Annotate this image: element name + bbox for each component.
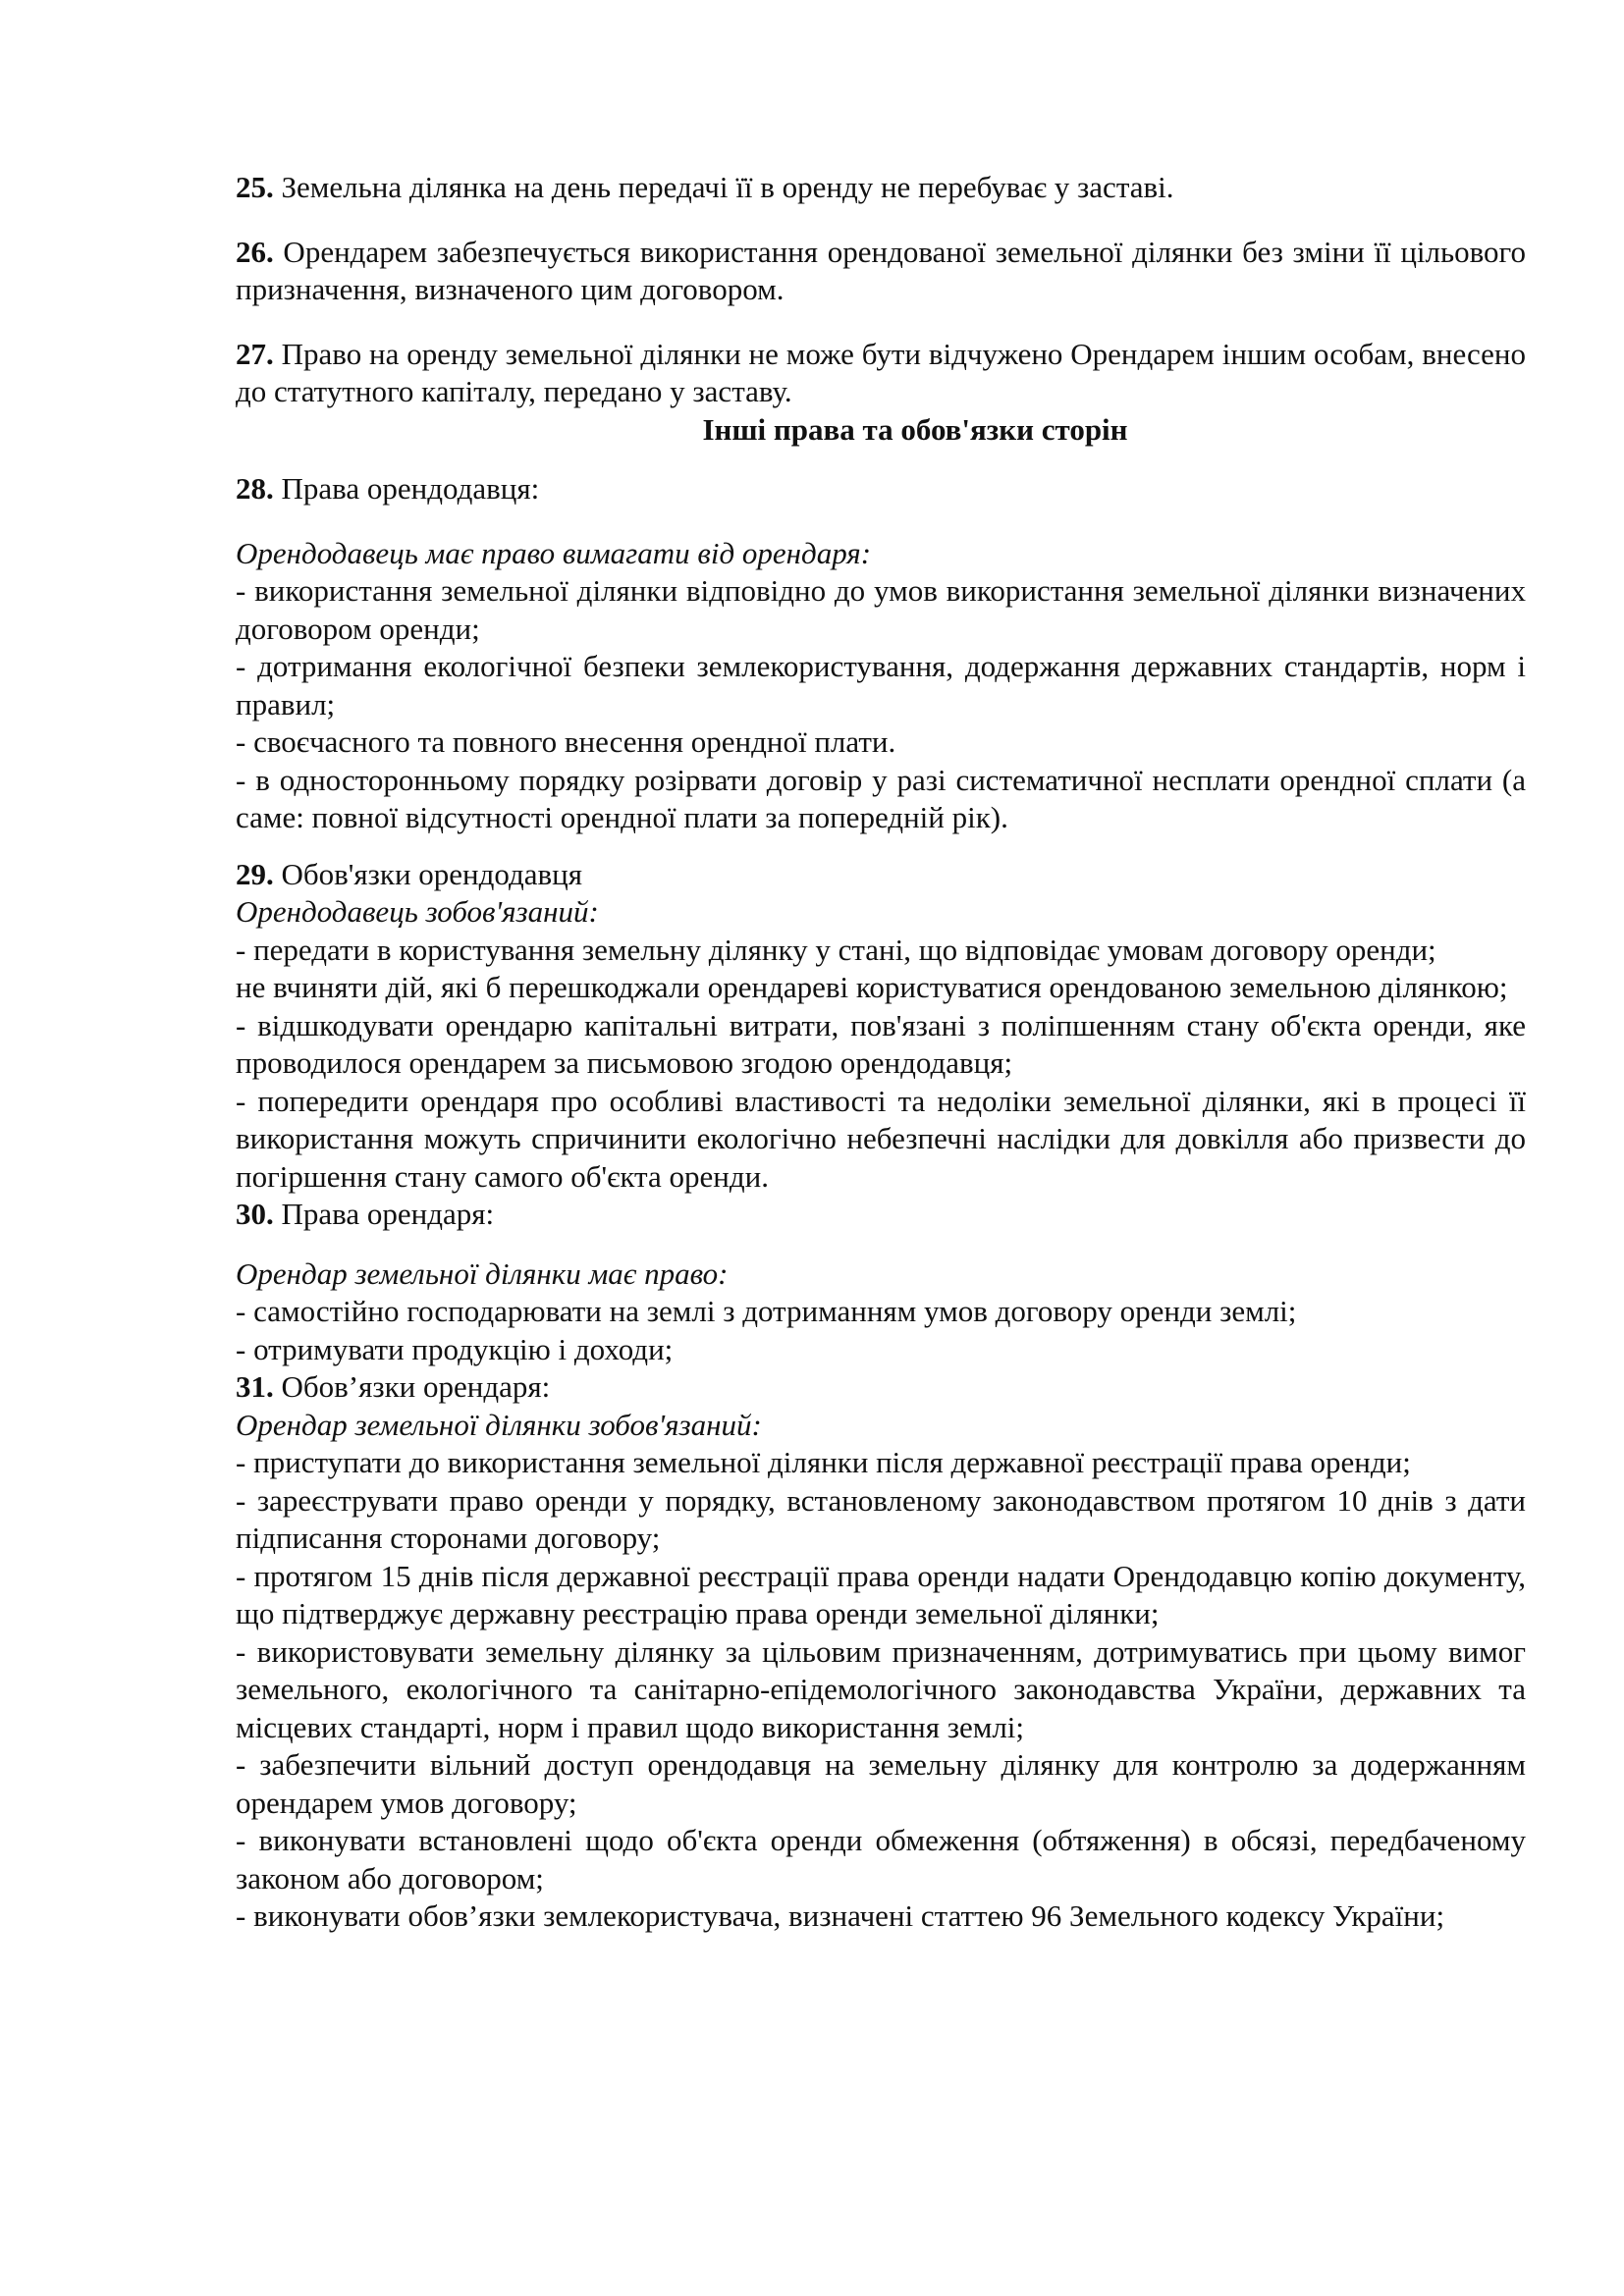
clause-number: 30.	[236, 1197, 274, 1231]
clause-text: Орендарем забезпечується використання орендованої земельної ділянки без зміни її цільового призначення, визначеного цим договором.	[236, 234, 1526, 306]
clause-number: 28.	[236, 471, 274, 506]
clause-28-title	[236, 470, 1526, 508]
clause-line: - виконувати обов’язки землекористувача, визначені статтею 96 Земельного кодексу України;	[236, 1898, 1445, 1933]
clause-29	[236, 856, 1526, 1234]
clause-intro: Орендар земельної ділянки зобов'язаний:	[236, 1407, 762, 1442]
clause-line: - зареєструвати право оренди у порядку, встановленому законодавством протягом 10 днів з дати підписання сторонами договору;	[236, 1482, 1526, 1555]
clause-number: 31.	[236, 1369, 274, 1404]
clause-line: - використання земельної ділянки відповідно до умов використання земельної ділянки визначених договором оренди;	[236, 573, 1526, 646]
clause-line: - отримувати продукцію і доходи;	[236, 1331, 674, 1366]
clause-intro: Орендодавець має право вимагати від орендаря:	[236, 535, 872, 570]
clause-line: - забезпечити вільний доступ орендодавця на земельну ділянку для контролю за додержанням орендарем умов договору;	[236, 1747, 1526, 1820]
clause-29-title	[236, 856, 1526, 894]
clause-line: - в односторонньому порядку розірвати договір у разі систематичної несплати орендної сплати (а саме: повної відсутності орендної плати за попередній рік).	[236, 762, 1526, 834]
clause-number: 26.	[236, 234, 274, 269]
clause-number: 27.	[236, 336, 274, 371]
clause-line: - передати в користування земельну ділянку у стані, що відповідає умовам договору оренди;	[236, 932, 1436, 967]
clause-line: - дотримання екологічної безпеки землекористування, додержання державних стандартів, норм і правил;	[236, 649, 1526, 721]
clause-line: - виконувати встановлені щодо об'єкта оренди обмеження (обтяження) в обсязі, передбаченому законом або договором;	[236, 1823, 1526, 1896]
clause-line: - самостійно господарювати на землі з дотриманням умов договору оренди землі;	[236, 1294, 1297, 1328]
clause-title: Обов’язки орендаря:	[273, 1369, 551, 1404]
clause-line: - приступати до використання земельної ділянки після державної реєстрації права оренди;	[236, 1445, 1411, 1479]
section-heading: Інші права та обов'язки сторін	[702, 411, 1128, 447]
clause-number: 29.	[236, 856, 274, 891]
clause-line: - використовувати земельну ділянку за цільовим призначенням, дотримуватись при цьому вимог земельного, екологічного та санітарно-епідемологічного законодавства України, державних та місцевих стандарті, норм і правил щодо використання землі;	[236, 1633, 1526, 1744]
clause-line: - протягом 15 днів після державної реєстрації права оренди надати Орендодавцю копію документу, що підтверджує державну реєстрацію права оренди земельної ділянки;	[236, 1558, 1526, 1630]
clause-title: Права орендаря:	[273, 1197, 495, 1231]
clause-intro: Орендар земельної ділянки має право:	[236, 1255, 729, 1291]
clause-28-body	[236, 535, 1526, 837]
clause-line: не вчиняти дій, які б перешкоджали орендареві користуватися орендованою земельною ділянкою;	[236, 970, 1508, 1004]
clause-text: Земельна ділянка на день передачі її в оренду не перебуває у заставі.	[273, 170, 1174, 204]
clause-25	[236, 169, 1526, 207]
clause-intro: Орендодавець зобов'язаний:	[236, 894, 599, 929]
clause-line: - відшкодувати орендарю капітальні витрати, пов'язані з поліпшенням стану об'єкта оренди, яке проводилося орендарем за письмовою згодою орендодавця;	[236, 1007, 1526, 1080]
clause-line: - попередити орендаря про особливі властивості та недоліки земельної ділянки, які в процесі її використання можуть спричинити екологічно небезпечні наслідки для довкілля або призвести до погіршення стану самого об'єкта оренди.	[236, 1083, 1526, 1194]
clause-26	[236, 234, 1526, 309]
document-page	[236, 169, 1526, 1936]
clause-30-title	[236, 1196, 1526, 1234]
clause-text: Право на оренду земельної ділянки не може бути відчужено Орендарем іншим особам, внесено до статутного капіталу, передано у заставу.	[236, 336, 1526, 408]
clause-number: 25.	[236, 170, 274, 204]
clause-title: Права орендодавця:	[273, 471, 540, 506]
clause-30-body	[236, 1255, 1526, 1936]
clause-title: Обов'язки орендодавця	[273, 856, 583, 891]
clause-27	[236, 336, 1526, 411]
clause-line: - своєчасного та повного внесення орендної плати.	[236, 724, 896, 759]
clause-31-title	[236, 1368, 1526, 1407]
